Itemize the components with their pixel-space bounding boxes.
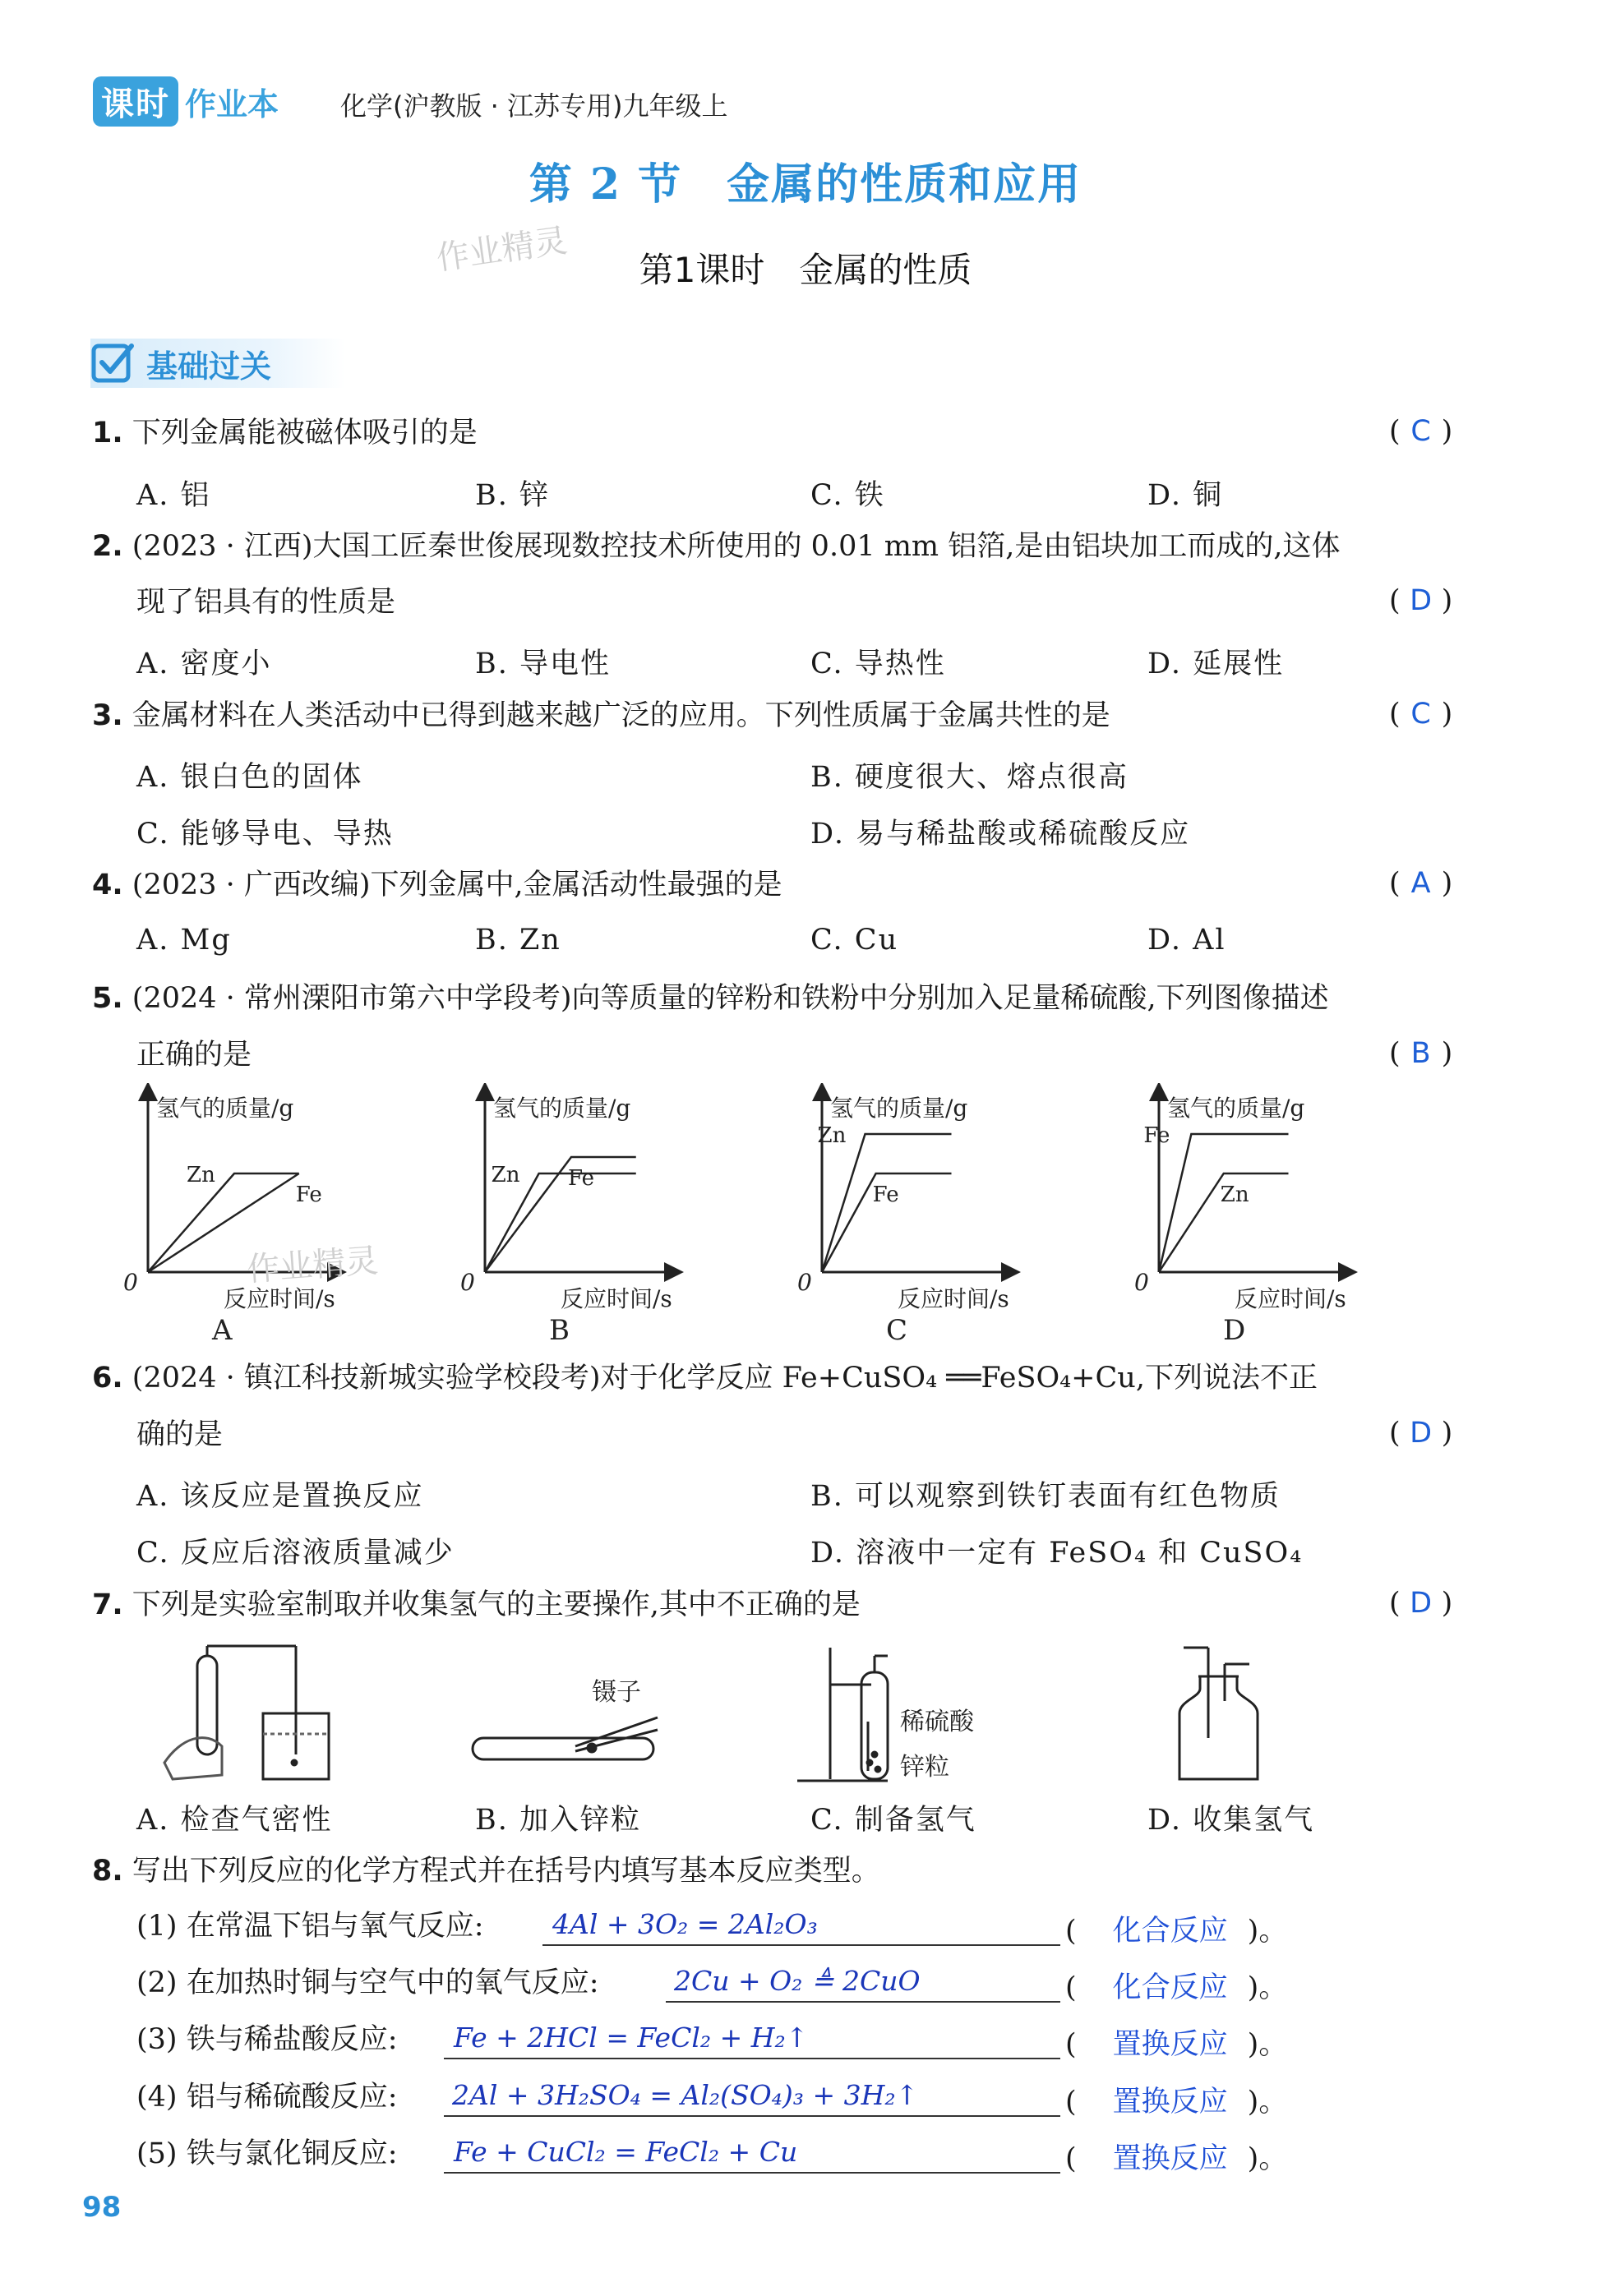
q8-item-3-equation: Fe + 2HCl = FeCl₂ + H₂↑ <box>454 2022 809 2054</box>
q8-item-3-prefix: (3) 铁与稀盐酸反应: <box>136 2023 398 2056</box>
option: D. 收集氢气 <box>1147 1804 1315 1837</box>
answer-5: ( B ) <box>1389 1037 1453 1070</box>
question-2-cont: 现了铝具有的性质是 <box>136 586 396 619</box>
graph-D <box>1134 1091 1348 1346</box>
origin-label: 0 <box>797 1269 812 1296</box>
gas-collection-apparatus <box>1179 1648 1258 1779</box>
series-label-Zn: Zn <box>817 1123 847 1148</box>
q8-item-3-type: ( 置换反应 )。 <box>1065 2028 1288 2061</box>
option: C. 制备氢气 <box>810 1804 976 1837</box>
x-axis-label: 反应时间/s <box>224 1285 335 1312</box>
option: B. 硬度很大、熔点很高 <box>810 761 1129 794</box>
series-line-Zn <box>485 1173 636 1272</box>
x-axis-label: 反应时间/s <box>898 1285 1009 1312</box>
series-label-Zn: Zn <box>187 1163 215 1187</box>
series-label-Zn: Zn <box>491 1163 520 1187</box>
option: C. 能够导电、导热 <box>136 818 394 851</box>
airtightness-apparatus <box>164 1646 329 1779</box>
option: B. 加入锌粒 <box>475 1804 641 1837</box>
y-axis-label: 氢气的质量/g <box>156 1095 294 1122</box>
graph-caption: C <box>886 1314 908 1346</box>
option: D. 延展性 <box>1147 648 1285 680</box>
q8-item-5-prefix: (5) 铁与氯化铜反应: <box>136 2137 398 2170</box>
answer-value: C <box>1410 698 1431 731</box>
graph-C <box>797 1091 1011 1346</box>
option: A. 该反应是置换反应 <box>136 1480 424 1513</box>
section-title: 基础过关 <box>146 348 272 385</box>
apparatus-drawings <box>148 1639 1299 1791</box>
logo-mark: 课时 <box>93 76 178 127</box>
section-header <box>90 339 345 388</box>
q8-item-4-equation: 2Al + 3H₂SO₄ = Al₂(SO₄)₃ + 3H₂↑ <box>452 2079 919 2111</box>
option: B. Zn <box>475 924 561 957</box>
q8-item-2-prefix: (2) 在加热时铜与空气中的氧气反应: <box>136 1966 599 1999</box>
answer-value: D <box>1410 1417 1433 1450</box>
answer-7: ( D ) <box>1389 1587 1453 1620</box>
q8-item-5-type: ( 置换反应 )。 <box>1065 2142 1288 2175</box>
question-6: 6. (2024 · 镇江科技新城实验学校段考)对于化学反应 Fe+CuSO₄ ══FeSO₄+Cu,下列说法不正 <box>92 1362 1318 1395</box>
q8-item-2-equation: 2Cu + O₂ ≜ 2CuO <box>674 1965 921 1997</box>
x-axis-label: 反应时间/s <box>561 1285 672 1312</box>
q8-item-3-blank[interactable] <box>444 2022 1060 2059</box>
checkbox-icon <box>90 341 135 385</box>
option: A. 银白色的固体 <box>136 761 363 794</box>
zinc-label: 锌粒 <box>900 1753 949 1782</box>
option: A. Mg <box>136 924 232 957</box>
series-label-Fe: Fe <box>295 1183 322 1207</box>
q8-item-4-prefix: (4) 铝与稀硫酸反应: <box>136 2081 398 2114</box>
x-axis-label: 反应时间/s <box>1235 1285 1346 1312</box>
option: C. 反应后溶液质量减少 <box>136 1537 455 1570</box>
q8-item-1-prefix: (1) 在常温下铝与氧气反应: <box>136 1910 484 1943</box>
option: B. 锌 <box>475 479 550 512</box>
origin-label: 0 <box>460 1269 475 1296</box>
y-axis-label: 氢气的质量/g <box>830 1095 968 1122</box>
series-label-Fe: Fe <box>872 1183 899 1207</box>
answer-1: ( C ) <box>1389 415 1453 448</box>
answer-6: ( D ) <box>1389 1417 1453 1450</box>
option: A. 检查气密性 <box>136 1804 333 1837</box>
answer-value: A <box>1410 867 1431 900</box>
adding-zinc-apparatus <box>473 1717 658 1759</box>
question-4: 4. (2023 · 广西改编)下列金属中,金属活动性最强的是 <box>92 869 782 901</box>
question-3: 3. 金属材料在人类活动中已得到越来越广泛的应用。下列性质属于金属共性的是 <box>92 699 1110 732</box>
option: D. 溶液中一定有 FeSO₄ 和 CuSO₄ <box>810 1537 1304 1570</box>
origin-label: 0 <box>123 1269 138 1296</box>
question-8: 8. 写出下列反应的化学方程式并在括号内填写基本反应类型。 <box>92 1855 880 1888</box>
answer-value: D <box>1410 1587 1433 1620</box>
header-logo <box>93 79 279 123</box>
q8-item-4-blank[interactable] <box>444 2079 1060 2117</box>
q8-item-2-type: ( 化合反应 )。 <box>1065 1971 1288 2004</box>
watermark-2: 作业精灵 <box>245 1242 380 1289</box>
page-title: 第 2 节 金属的性质和应用 <box>529 159 1082 210</box>
question-5: 5. (2024 · 常州溧阳市第六中学段考)向等质量的锌粉和铁粉中分别加入足量稀硫酸,下列图像描述 <box>92 982 1329 1015</box>
answer-3: ( C ) <box>1389 698 1453 731</box>
origin-label: 0 <box>1134 1269 1149 1296</box>
graphs <box>115 1083 1397 1346</box>
graph-caption: B <box>549 1314 570 1346</box>
tweezers-label: 镊子 <box>592 1678 641 1707</box>
option: C. 导热性 <box>810 648 946 680</box>
y-axis-label: 氢气的质量/g <box>1167 1095 1305 1122</box>
question-1: 1. 下列金属能被磁体吸引的是 <box>92 417 478 450</box>
option: D. 易与稀盐酸或稀硫酸反应 <box>810 818 1191 851</box>
q8-item-4-type: ( 置换反应 )。 <box>1065 2086 1288 2118</box>
series-label-Zn: Zn <box>1220 1183 1249 1207</box>
subject-label: 化学(沪教版 · 江苏专用)九年级上 <box>340 90 728 122</box>
option: A. 铝 <box>136 479 211 512</box>
answer-2: ( D ) <box>1389 584 1453 617</box>
question-5-cont: 正确的是 <box>136 1039 252 1072</box>
option: C. 铁 <box>810 479 885 512</box>
graph-caption: D <box>1223 1314 1246 1346</box>
q8-item-5-blank[interactable] <box>444 2136 1060 2174</box>
hydrogen-preparation-apparatus <box>797 1648 888 1781</box>
q8-item-1-blank[interactable] <box>542 1908 1060 1946</box>
question-6-cont: 确的是 <box>136 1418 224 1451</box>
answer-value: B <box>1410 1037 1431 1070</box>
acid-label: 稀硫酸 <box>900 1708 974 1736</box>
q8-item-2-blank[interactable] <box>666 1965 1060 2003</box>
page-number: 98 <box>82 2191 122 2224</box>
graph-B <box>460 1091 674 1346</box>
watermark: 作业精灵 <box>434 222 570 278</box>
option: C. Cu <box>810 924 899 957</box>
q8-item-1-type: ( 化合反应 )。 <box>1065 1915 1288 1948</box>
option: B. 可以观察到铁钉表面有红色物质 <box>810 1480 1281 1513</box>
y-axis-label: 氢气的质量/g <box>493 1095 631 1122</box>
option: D. 铜 <box>1147 479 1224 512</box>
question-2: 2. (2023 · 江西)大国工匠秦世俊展现数控技术所使用的 0.01 mm 铝箔,是由铝块加工而成的,这体 <box>92 530 1341 563</box>
answer-value: D <box>1410 584 1433 617</box>
option: B. 导电性 <box>475 648 611 680</box>
option: D. Al <box>1147 924 1226 957</box>
graph-caption: A <box>212 1314 233 1346</box>
logo-word: 作业本 <box>185 85 279 122</box>
graph-A <box>123 1091 337 1346</box>
question-7: 7. 下列是实验室制取并收集氢气的主要操作,其中不正确的是 <box>92 1588 861 1621</box>
answer-value: C <box>1410 415 1431 448</box>
series-label-Fe: Fe <box>568 1166 595 1191</box>
series-label-Fe: Fe <box>1143 1123 1170 1148</box>
option: A. 密度小 <box>136 648 272 680</box>
page-subtitle: 第1课时 金属的性质 <box>639 250 972 290</box>
answer-4: ( A ) <box>1389 867 1453 900</box>
q8-item-5-equation: Fe + CuCl₂ = FeCl₂ + Cu <box>454 2136 798 2168</box>
q8-item-1-equation: 4Al + 3O₂ = 2Al₂O₃ <box>552 1908 818 1940</box>
